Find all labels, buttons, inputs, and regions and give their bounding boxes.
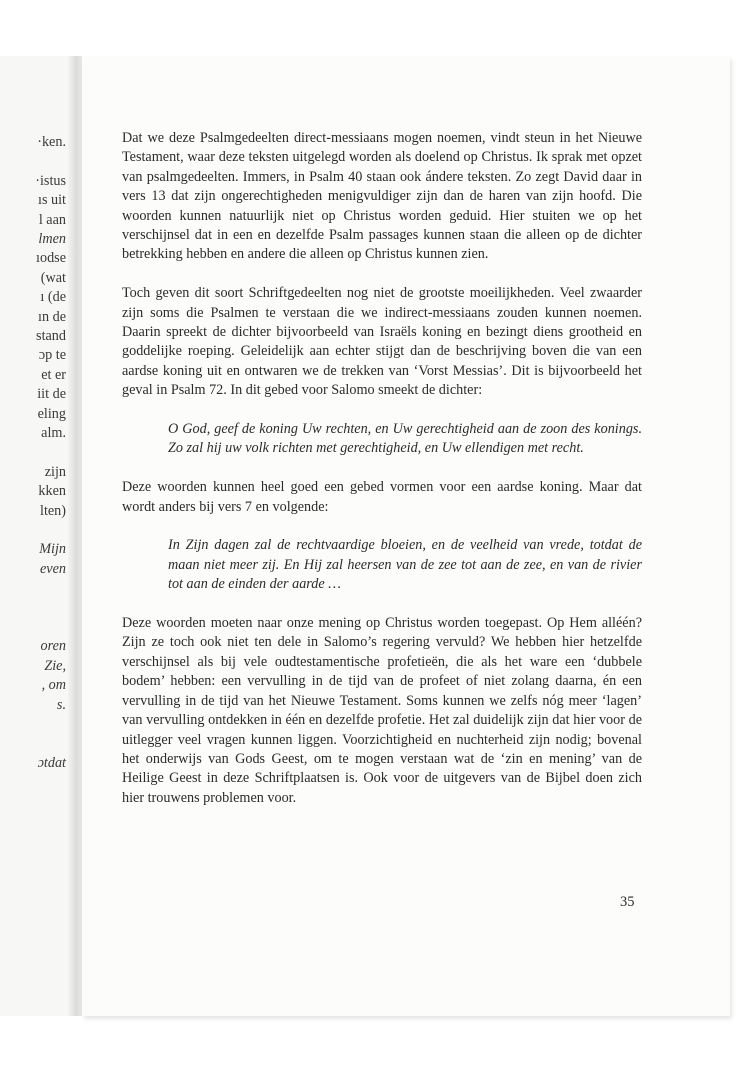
left-page-line: ·istus [35, 172, 66, 189]
left-page-line: l aan [38, 211, 66, 228]
paragraph-2: Toch geven dit soort Schriftgedeelten nog niet de grootste moeilijkheden. Veel zwaarder zijn soms die Psalmen te verstaan die we indirect-messiaans zouden kunnen noemen. Daarin spreekt de dichter bijvoorbeeld van Israëls koning en bezingt diens grootheid en goddelijke roeping. Geleidelijk aan echter stijgt dan de beschrijving boven die van een aardse koning uit en ontwaren we de trekken van ‘Vorst Messias’. Dit is bijvoorbeeld het geval in Psalm 72. In dit gebed voor Salomo smeekt de dichter: [122, 285, 642, 399]
left-page-line: stand [36, 328, 66, 344]
paragraph-3: Deze woorden kunnen heel goed een gebed vormen voor een aardse koning. Maar dat wordt anders bij vers 7 en volgende: [122, 479, 642, 515]
left-page-line: even [40, 560, 66, 577]
left-page-line: ı (de [40, 289, 66, 306]
left-page-line: eling [37, 405, 66, 422]
page-number: 35 [620, 894, 635, 910]
right-page [82, 56, 730, 1016]
left-page-line: alm. [41, 425, 66, 441]
left-page-line: ·ken. [37, 134, 66, 150]
left-page-line: s. [56, 696, 66, 713]
left-page-line: zijn [44, 463, 66, 480]
left-page-line: oren [40, 638, 66, 655]
left-page-line: ɔtdat [37, 754, 66, 771]
paragraph-4: Deze woorden moeten naar onze mening op Christus worden toegepast. Op Hem alléén? Zijn ze toch ook niet ten dele in Salomo’s regering vervuld? We hebben hier hetzelfde verschijnsel als bij vele oudtestamentische profetieën, die als het ware een ‘dubbele bodem’ hebben: een vervulling in de tijd van de profeet of niet zolang daarna, én een vervulling in de tijd van het Nieuwe Testament. Soms kunnen we zelfs nóg meer ‘lagen’ van vervulling ontdekken in één en dezelfde profetie. Het zal duidelijk zijn dat hier voor de uitlegger veel vragen kunnen liggen. Voorzichtigheid en nuchterheid zijn nodig; bovenal het onderwijs van Gods Geest, om te mogen verstaan wat de ‘zin en mening’ van de Heilige Geest in deze Schriftplaatsen is. Ook voor de uitgevers van de Bijbel doen zich hier trouwens problemen voor. [122, 615, 642, 806]
left-page-line: ɔp te [38, 347, 66, 364]
left-page-line: lmen [38, 231, 66, 247]
left-page-line: ıodse [36, 250, 66, 267]
left-page-line: ın de [38, 308, 66, 325]
left-page-line: Zie, [44, 657, 66, 674]
quote-psalm-72-1: O God, geef de koning Uw rechten, en Uw gerechtigheid aan de zoon des konings. Zo zal hij uw volk richten met gerechtigheid, en Uw ellendigen met recht. [168, 421, 642, 457]
left-page-line: (wat [40, 269, 66, 286]
left-page-line: , om [41, 677, 66, 694]
left-page-line: kken [38, 483, 66, 500]
left-page-line: Mijn [39, 541, 66, 558]
book-gutter [68, 56, 82, 1016]
body-text [122, 129, 642, 828]
left-page-line: et er [41, 366, 66, 383]
quote-psalm-72-7: In Zijn dagen zal de rechtvaardige bloeien, en de veelheid van vrede, totdat de maan niet meer zij. En Hij zal heersen van de zee tot aan de zee, en van de rivier tot aan de einden der aarde … [168, 537, 642, 593]
paragraph-1: Dat we deze Psalmgedeelten direct-messiaans mogen noemen, vindt steun in het Nieuwe Testament, waar deze teksten uitgelegd worden als doelend op Christus. Ik sprak met opzet van psalmgedeelten. Immers, in Psalm 40 staan ook ándere teksten. Zo zegt David daar in vers 13 dat zijn ongerechtigheden menigvuldiger zijn dan de haren van zijn hoofd. Die woorden kunnen natuurlijk niet op Christus worden geduid. Hier stuiten we op het verschijnsel dat in een en dezelfde Psalm passages kunnen staan die alleen op de dichter betrekking hebben en andere die alleen op Christus kunnen zien. [122, 130, 642, 263]
left-page-line: iit de [37, 386, 66, 403]
left-page-line: lten) [40, 502, 66, 519]
left-page-line: ıs uit [38, 192, 66, 209]
